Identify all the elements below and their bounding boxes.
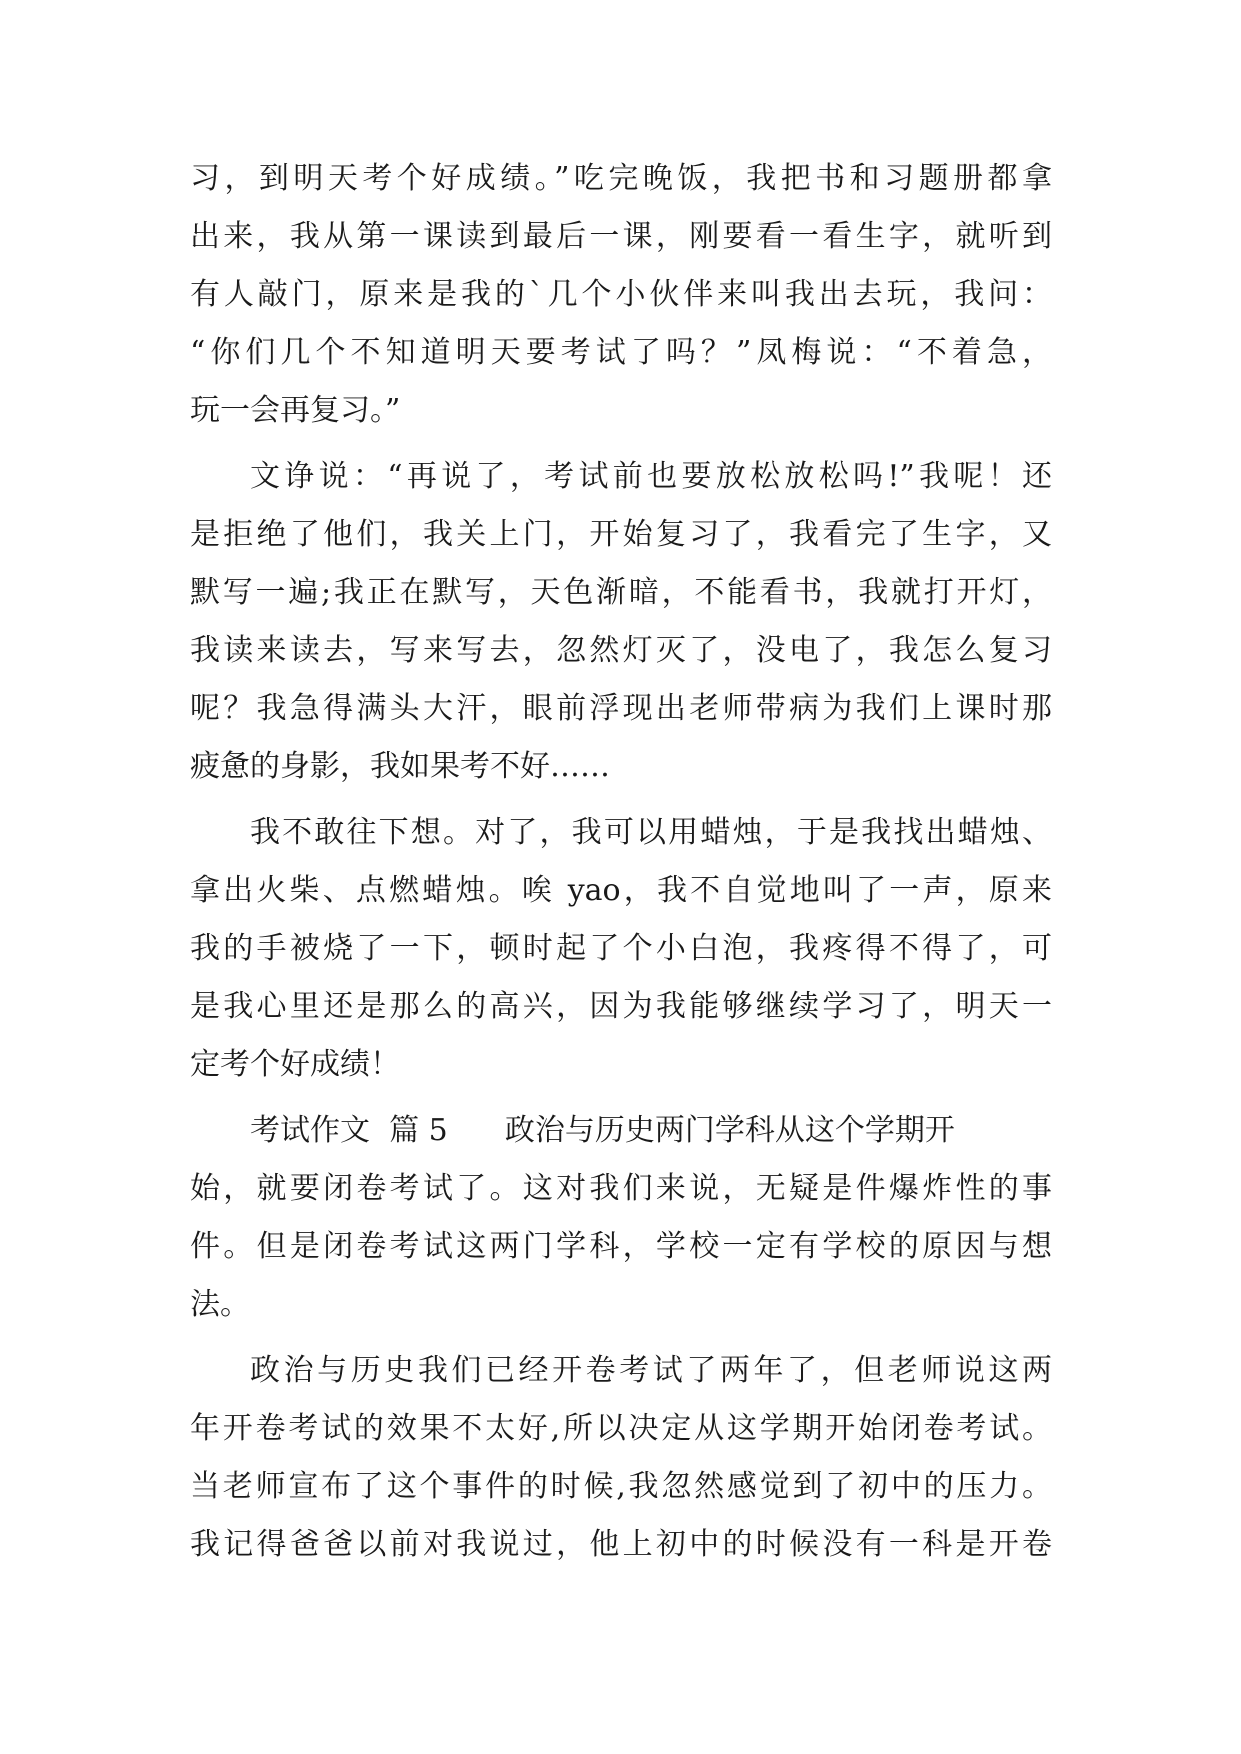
text-line: 是拒绝了他们，我关上门，开始复习了，我看完了生字，又 xyxy=(190,517,1052,552)
text-line: 习，到明天考个好成绩。”吃完晚饭，我把书和习题册都拿 xyxy=(190,161,1052,196)
text-line: 件。但是闭卷考试这两门学科，学校一定有学校的原因与想 xyxy=(190,1229,1052,1264)
text-line: 疲惫的身影，我如果考不好…… xyxy=(190,749,610,784)
text-line: 出来，我从第一课读到最后一课，刚要看一看生字，就听到 xyxy=(190,219,1052,254)
text-line: 拿出火柴、点燃蜡烛。唉 yao，我不自觉地叫了一声，原来 xyxy=(190,873,1052,908)
text-line: 我记得爸爸以前对我说过，他上初中的时候没有一科是开卷 xyxy=(190,1527,1052,1562)
section-heading-line: 考试作文 篇 5 政治与历史两门学科从这个学期开 xyxy=(250,1113,955,1148)
text-line: 默写一遍;我正在默写，天色渐暗，不能看书，我就打开灯， xyxy=(190,575,1052,610)
text-line: 我的手被烧了一下，顿时起了个小白泡，我疼得不得了，可 xyxy=(190,931,1052,966)
text-line: 政治与历史我们已经开卷考试了两年了，但老师说这两 xyxy=(250,1353,1052,1388)
text-line: 年开卷考试的效果不太好,所以决定从这学期开始闭卷考试。 xyxy=(190,1411,1052,1446)
text-line: 我读来读去，写来写去，忽然灯灭了，没电了，我怎么复习 xyxy=(190,633,1052,668)
text-line: 法。 xyxy=(190,1287,250,1322)
document-body xyxy=(190,150,1052,1574)
text-line: 呢？我急得满头大汗，眼前浮现出老师带病为我们上课时那 xyxy=(190,691,1052,726)
text-line: “你们几个不知道明天要考试了吗？”凤梅说：“不着急， xyxy=(190,335,1052,370)
text-line: 有人敲门，原来是我的`几个小伙伴来叫我出去玩，我问： xyxy=(190,277,1052,312)
text-line: 玩一会再复习。” xyxy=(190,393,401,428)
text-line: 是我心里还是那么的高兴，因为我能够继续学习了，明天一 xyxy=(190,989,1052,1024)
text-line: 始，就要闭卷考试了。这对我们来说，无疑是件爆炸性的事 xyxy=(190,1171,1052,1206)
text-line: 定考个好成绩！ xyxy=(190,1047,400,1082)
text-line: 文诤说：“再说了，考试前也要放松放松吗!”我呢！还 xyxy=(250,459,1052,494)
text-line: 当老师宣布了这个事件的时候,我忽然感觉到了初中的压力。 xyxy=(190,1469,1052,1504)
text-line: 我不敢往下想。对了，我可以用蜡烛，于是我找出蜡烛、 xyxy=(250,815,1052,850)
